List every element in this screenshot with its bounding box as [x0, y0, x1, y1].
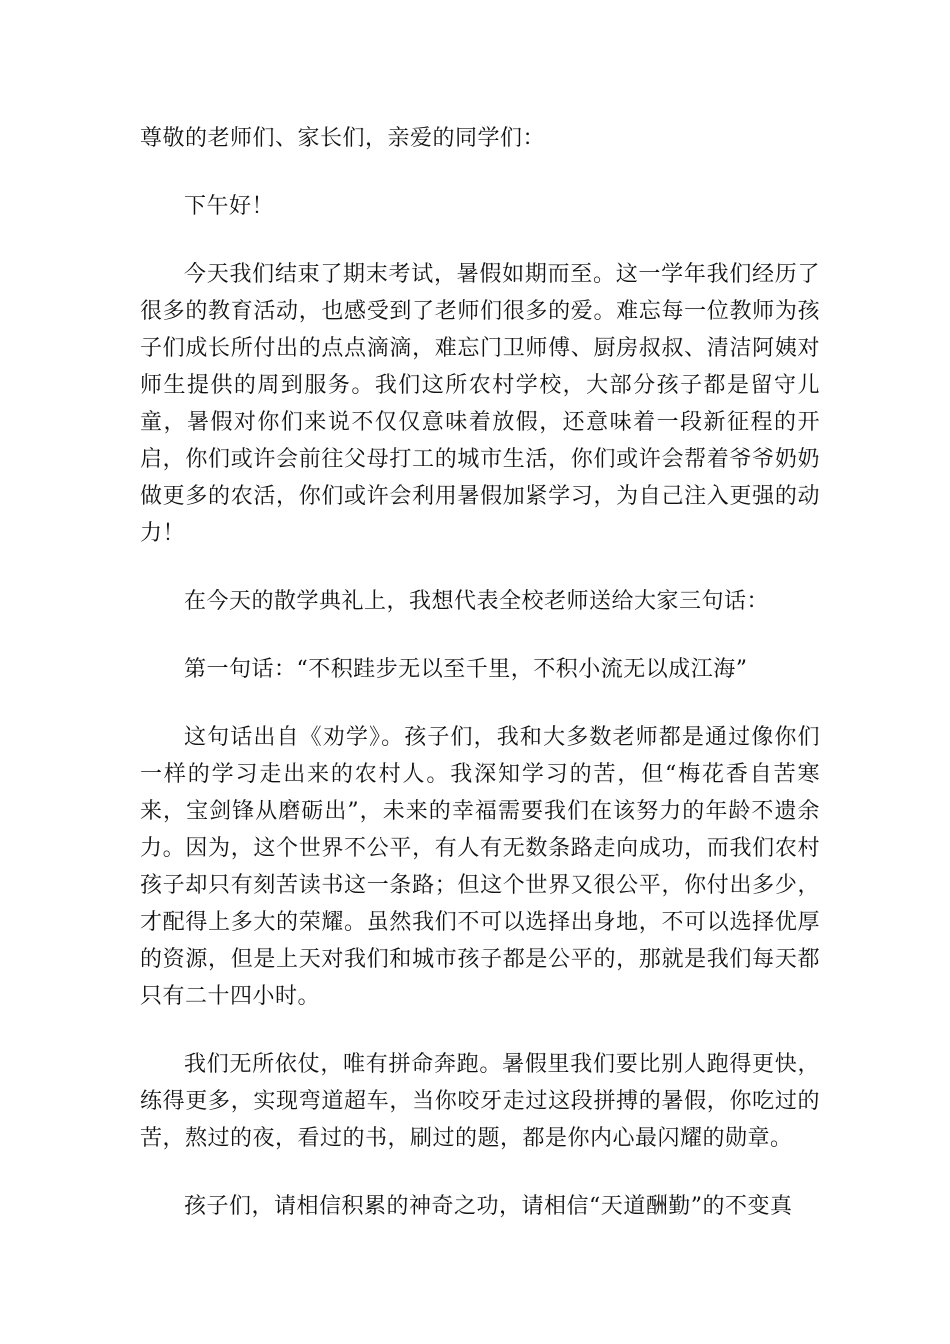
paragraph-quote-explanation: 这句话出自《劝学》。孩子们，我和大多数老师都是通过像你们一样的学习走出来的农村人。我深知学习的苦，但“梅花香自苦寒来，宝剑锋从磨砺出”，未来的幸福需要我们在该努力的年龄不遗余力。因为，这个世界不公平，有人有无数条路走向成功，而我们农村孩子却只有刻苦读书这一条路；但这个世界又很公平，你付出多少，才配得上多大的荣耀。虽然我们不可以选择出身地，不可以选择优厚的资源，但是上天对我们和城市孩子都是公平的，那就是我们每天都只有二十四小时。 [140, 725, 820, 1009]
greeting-line: 下午好！ [184, 194, 275, 219]
paragraph-first-quote: 第一句话：“不积跬步无以至千里，不积小流无以成江海” [184, 657, 748, 682]
paragraph-three-sentences: 在今天的散学典礼上，我想代表全校老师送给大家三句话： [184, 589, 770, 614]
paragraph-believe: 孩子们，请相信积累的神奇之功，请相信“天道酬勤”的不变真 [184, 1194, 793, 1219]
document-body [140, 120, 820, 1256]
paragraph-intro: 今天我们结束了期末考试，暑假如期而至。这一学年我们经历了很多的教育活动，也感受到了老师们很多的爱。难忘每一位教师为孩子们成长所付出的点点滴滴，难忘门卫师傅、厨房叔叔、清洁阿姨对师生提供的周到服务。我们这所农村学校，大部分孩子都是留守儿童，暑假对你们来说不仅仅意味着放假，还意味着一段新征程的开启，你们或许会前往父母打工的城市生活，你们或许会帮着爷爷奶奶做更多的农活，你们或许会利用暑假加紧学习，为自己注入更强的动力！ [140, 262, 820, 546]
paragraph-keep-running: 我们无所依仗，唯有拼命奔跑。暑假里我们要比别人跑得更快，练得更多，实现弯道超车，当你咬牙走过这段拼搏的暑假，你吃过的苦，熬过的夜，看过的书，刷过的题，都是你内心最闪耀的勋章。 [140, 1052, 820, 1151]
salutation: 尊敬的老师们、家长们，亲爱的同学们： [140, 126, 546, 151]
